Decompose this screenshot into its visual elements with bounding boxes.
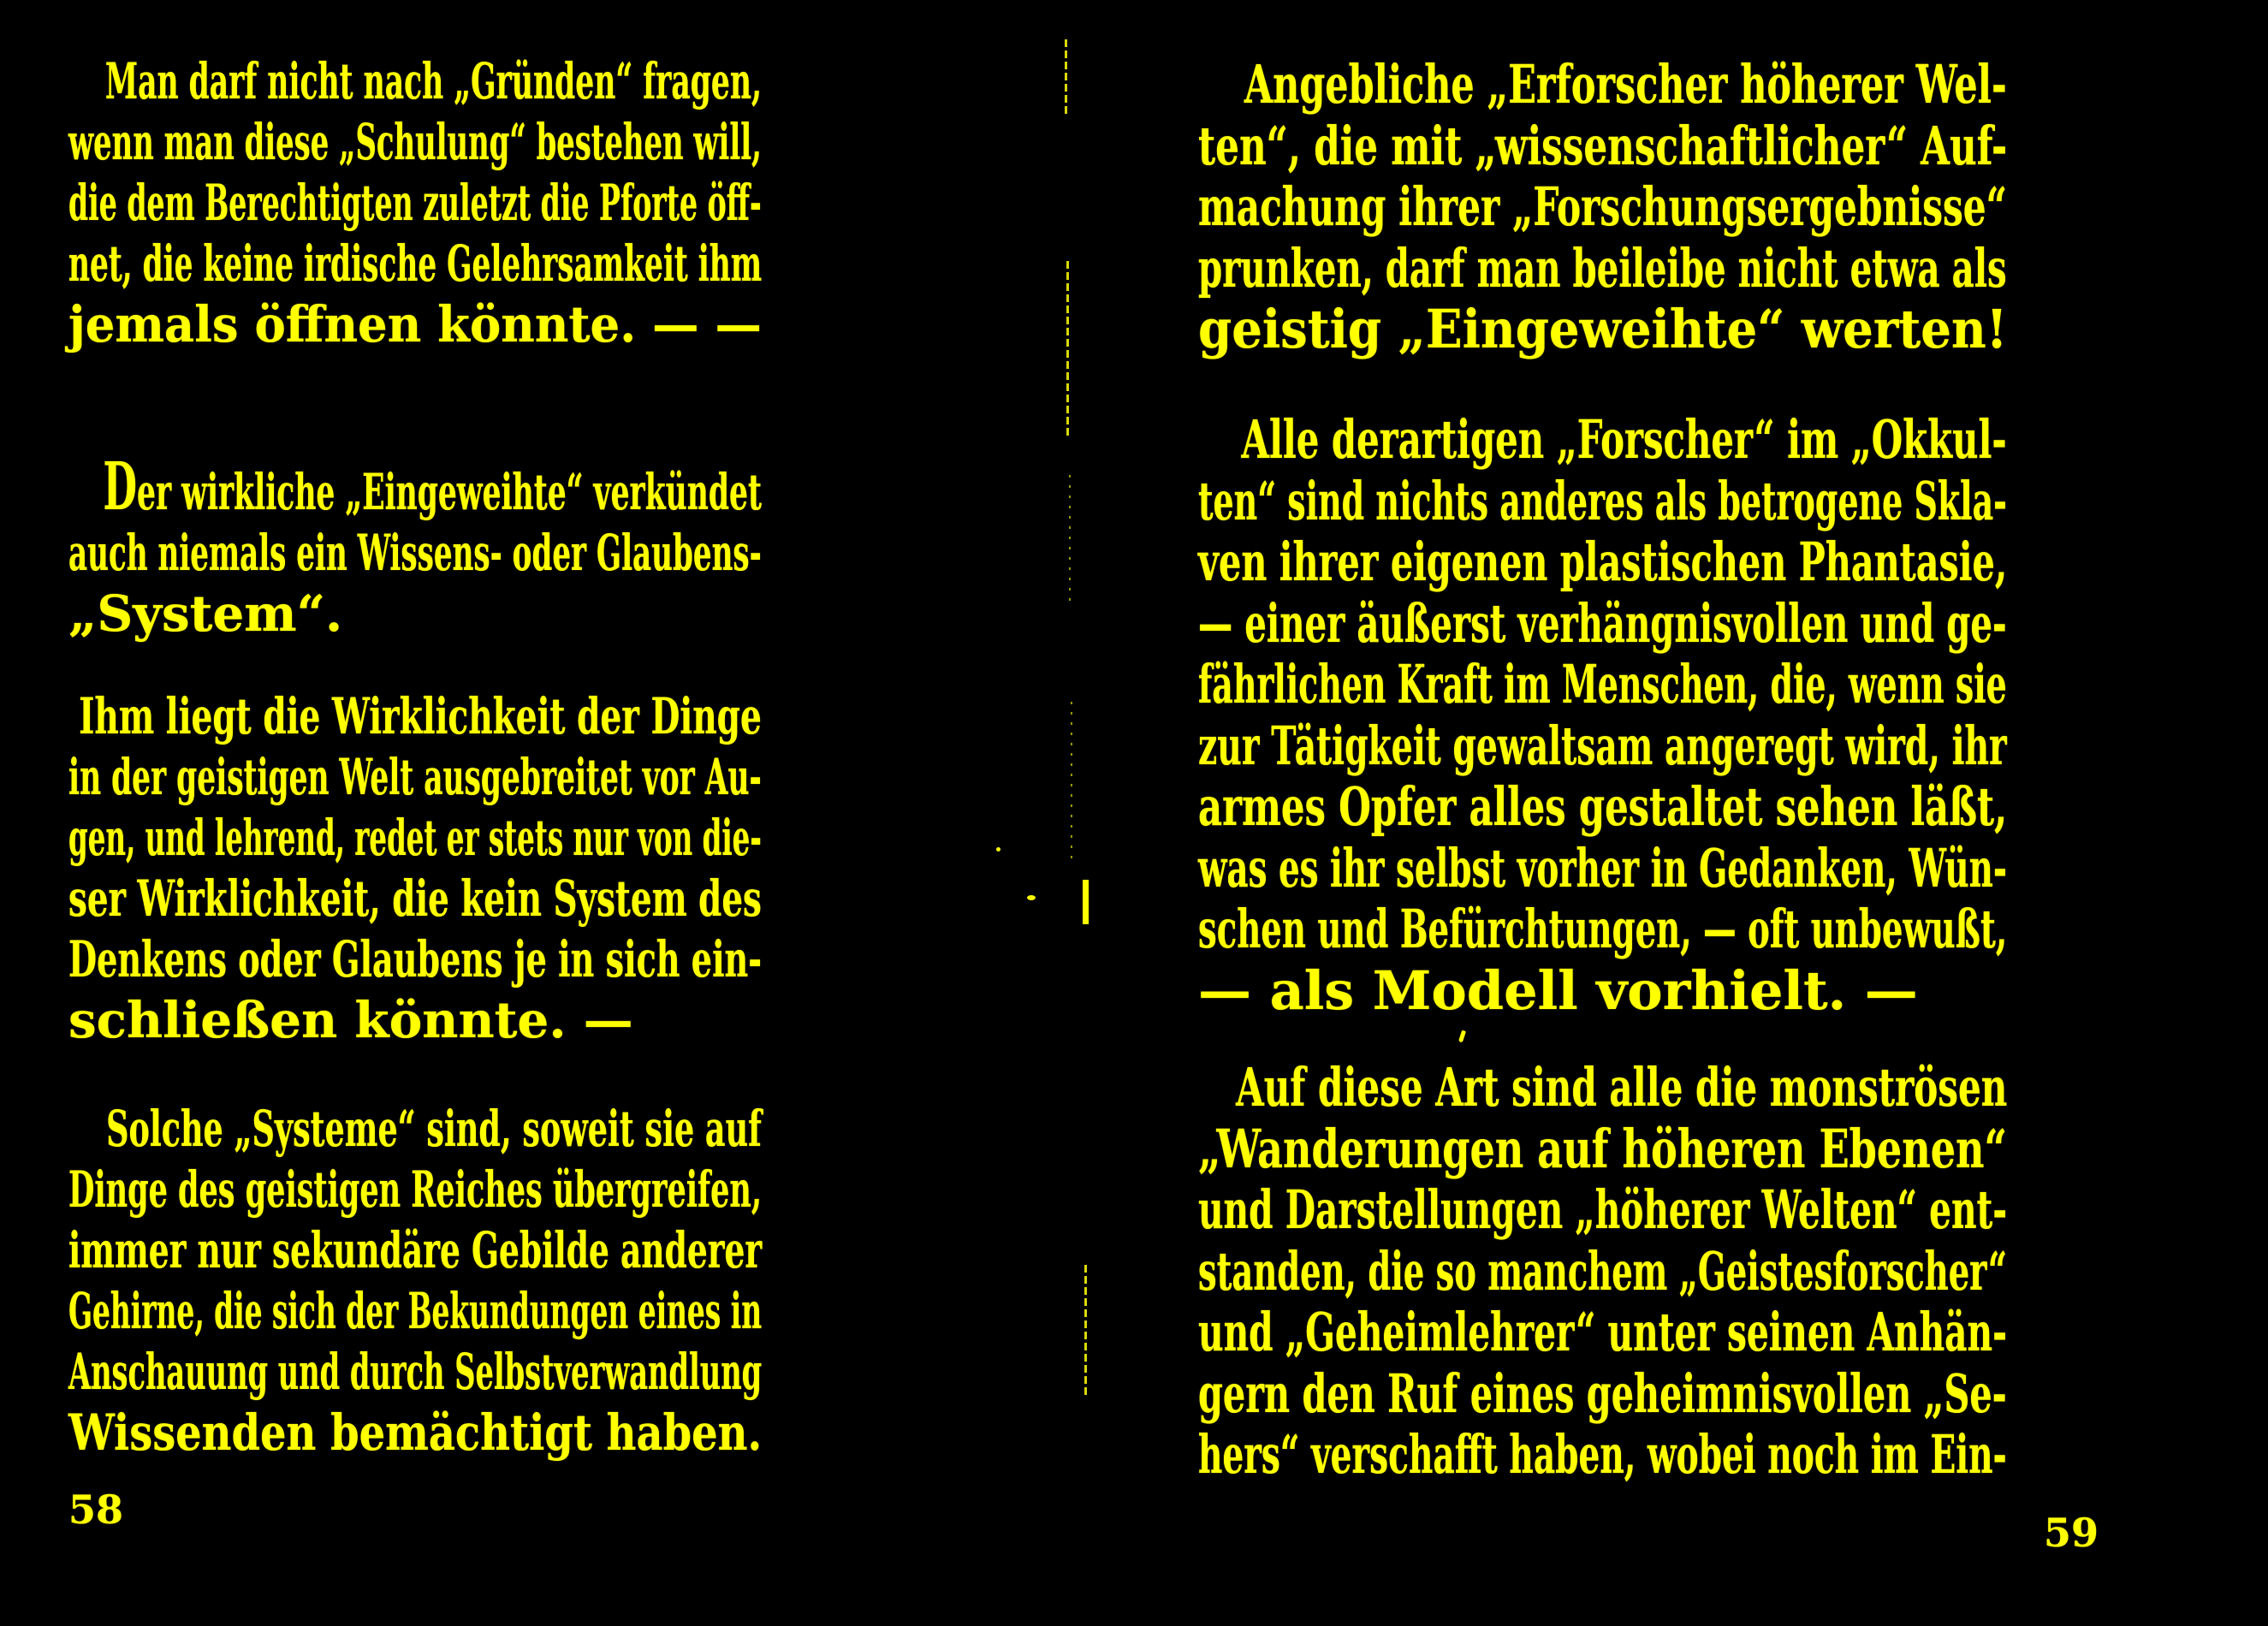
text-line: „Wanderungen auf höheren Ebenen“ [1198,1117,2007,1180]
text-line: ten“ sind nichts anderes als betrogene Skla- [1198,469,2007,532]
gutter-scan-artifact [996,847,1000,852]
text-line: hers“ verschafft haben, wobei noch im Ein- [1198,1423,2007,1486]
paragraph [1198,1057,2007,1486]
text-line: Man darf nicht nach „Gründen“ fragen, [104,52,762,110]
text-line: armes Opfer alles gestaltet sehen läßt, [1198,775,2008,838]
text-line: Wissenden bemächtigt haben. [68,1403,763,1462]
text-line: prunken, darf man beileibe nicht etwa als [1198,236,2007,300]
text-line: — einer äußerst verhängnisvollen und ge- [1198,591,2007,655]
text-line: „System“. [68,585,343,643]
text-line: Anschauung und durch Selbstverwandlung [68,1343,763,1401]
text-line: net, die keine irdische Gelehrsamkeit ihm [68,234,763,293]
text-line: fährlichen Kraft im Menschen, die, wenn sie [1198,653,2007,715]
text-line: machung ihrer „Forschungsergebnisse“ [1198,175,2007,238]
text-line: immer nur sekundäre Gebilde anderer [68,1221,763,1279]
text-line: schen und Befürchtungen, — oft unbewußt, [1198,898,2008,960]
text-line: Denkens oder Glaubens je in sich ein- [68,930,763,988]
text-line: zur Tätigkeit gewaltsam angeregt wird, ihr [1198,714,2007,777]
text-line: in der geistigen Welt ausgebreitet vor Au- [68,748,762,806]
text-line: auch niemals ein Wissens- oder Glaubens- [68,524,762,582]
text-line: Der wirkliche „Eingeweihte“ verkündet [103,448,762,525]
paragraph [68,686,762,1051]
text-line: gen, und lehrend, redet er stets nur von die- [68,809,762,867]
text-line: Auf diese Art sind alle die monströsen [1236,1056,2008,1119]
text-line: Angebliche „Erforscher höherer Wel- [1244,53,2007,116]
gutter-scan-artifact [1027,895,1036,900]
text-line: Gehirne, die sich der Bekundungen eines in [68,1282,763,1340]
paragraph [68,1099,762,1463]
book-page-right [1198,0,2099,1626]
book-page-left [68,0,762,1626]
gutter-scan-artifact [1084,1265,1087,1395]
text-line: die dem Berechtigten zuletzt die Pforte öff- [68,174,762,232]
text-line: gern den Ruf eines geheimnisvollen „Se- [1198,1362,2007,1425]
text-line: standen, die so manchem „Geistesforscher“ [1198,1239,2007,1303]
text-line: was es ihr selbst vorher in Gedanken, Wün- [1198,836,2007,899]
text-line: Solche „Systeme“ sind, soweit sie auf [106,1100,762,1158]
text-line: Ihm liegt die Wirklichkeit der Dinge [79,687,762,745]
text-line: geistig „Eingeweihte“ werten! [1198,298,2008,360]
gutter-scan-artifact [1066,261,1069,436]
gutter-scan-artifact [1071,702,1072,864]
text-line: jemals öffnen könnte. — — [68,295,762,353]
text-line: schließen könnte. — [68,991,633,1049]
text-line: und Darstellungen „höherer Welten“ ent- [1198,1178,2008,1241]
paragraph [68,51,762,355]
gutter-scan-artifact [1069,475,1071,603]
text-line: und „Geheimlehrer“ unter seinen Anhän- [1198,1301,2008,1363]
paragraph [1198,409,2007,1021]
text-line: ser Wirklichkeit, die kein System des [68,869,762,928]
text-line: ven ihrer eigenen plastischen Phantasie, [1198,531,2008,593]
page-number: 59 [2044,1510,2099,1556]
text-line: — als Modell vorhielt. — [1198,958,1918,1022]
paragraph [1198,54,2007,360]
text-line: Alle derartigen „Forscher“ im „Okkul- [1241,408,2007,471]
gutter-scan-artifact [1065,39,1067,115]
text-line: wenn man diese „Schulung“ bestehen will, [68,113,762,171]
paragraph [68,448,762,644]
text-line: ten“, die mit „wissenschaftlicher“ Auf- [1198,114,2008,177]
gutter-scan-artifact [1083,880,1089,924]
page-number: 58 [68,1487,124,1533]
text-line: Dinge des geistigen Reiches übergreifen, [68,1160,763,1219]
